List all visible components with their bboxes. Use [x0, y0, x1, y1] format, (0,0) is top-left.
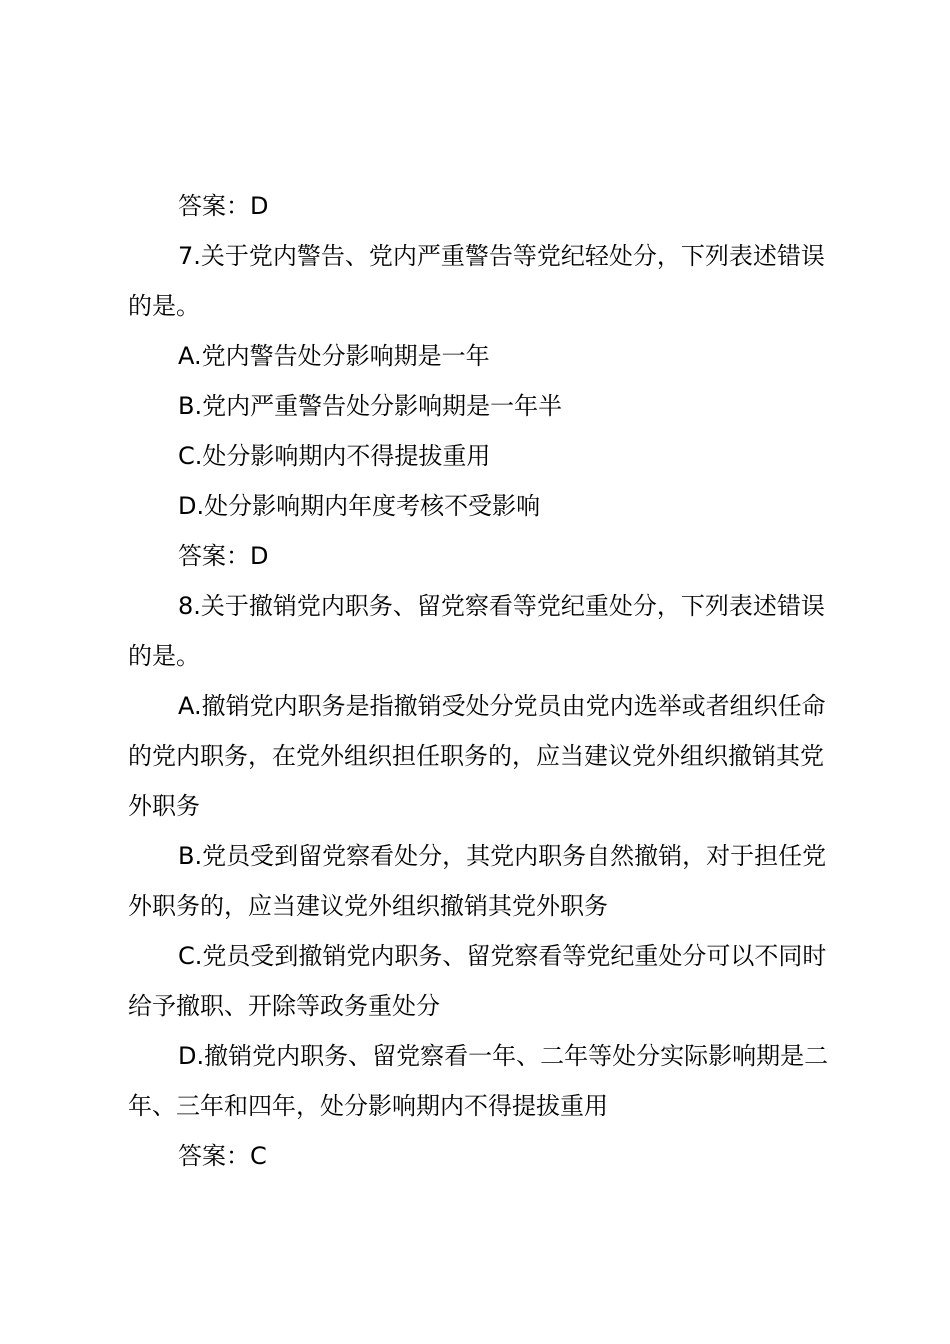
question-8-option-a: A.撤销党内职务是指撤销受处分党员由党内选举或者组织任命的党内职务，在党外组织担任职务的，应当建议党外组织撤销其党外职务	[128, 692, 826, 820]
answer-6: 答案：D	[178, 192, 269, 220]
question-8-option-d: D.撤销党内职务、留党察看一年、二年等处分实际影响期是二年、三年和四年，处分影响期内不得提拔重用	[128, 1042, 829, 1120]
answer-8: 答案：C	[178, 1142, 267, 1170]
question-8: 8.关于撤销党内职务、留党察看等党纪重处分，下列表述错误的是。	[128, 592, 825, 670]
question-7-option-d: D.处分影响期内年度考核不受影响	[178, 492, 541, 520]
question-7-option-c: C.处分影响期内不得提拔重用	[178, 442, 491, 470]
question-8-option-c: C.党员受到撤销党内职务、留党察看等党纪重处分可以不同时给予撤职、开除等政务重处分	[128, 942, 827, 1020]
question-7-option-b: B.党内严重警告处分影响期是一年半	[178, 392, 563, 420]
answer-7: 答案：D	[178, 542, 269, 570]
question-7: 7.关于党内警告、党内严重警告等党纪轻处分，下列表述错误的是。	[128, 242, 825, 320]
document-body	[128, 181, 844, 1181]
question-7-option-a: A.党内警告处分影响期是一年	[178, 342, 490, 370]
question-8-option-b: B.党员受到留党察看处分，其党内职务自然撤销，对于担任党外职务的，应当建议党外组织撤销其党外职务	[128, 842, 827, 920]
